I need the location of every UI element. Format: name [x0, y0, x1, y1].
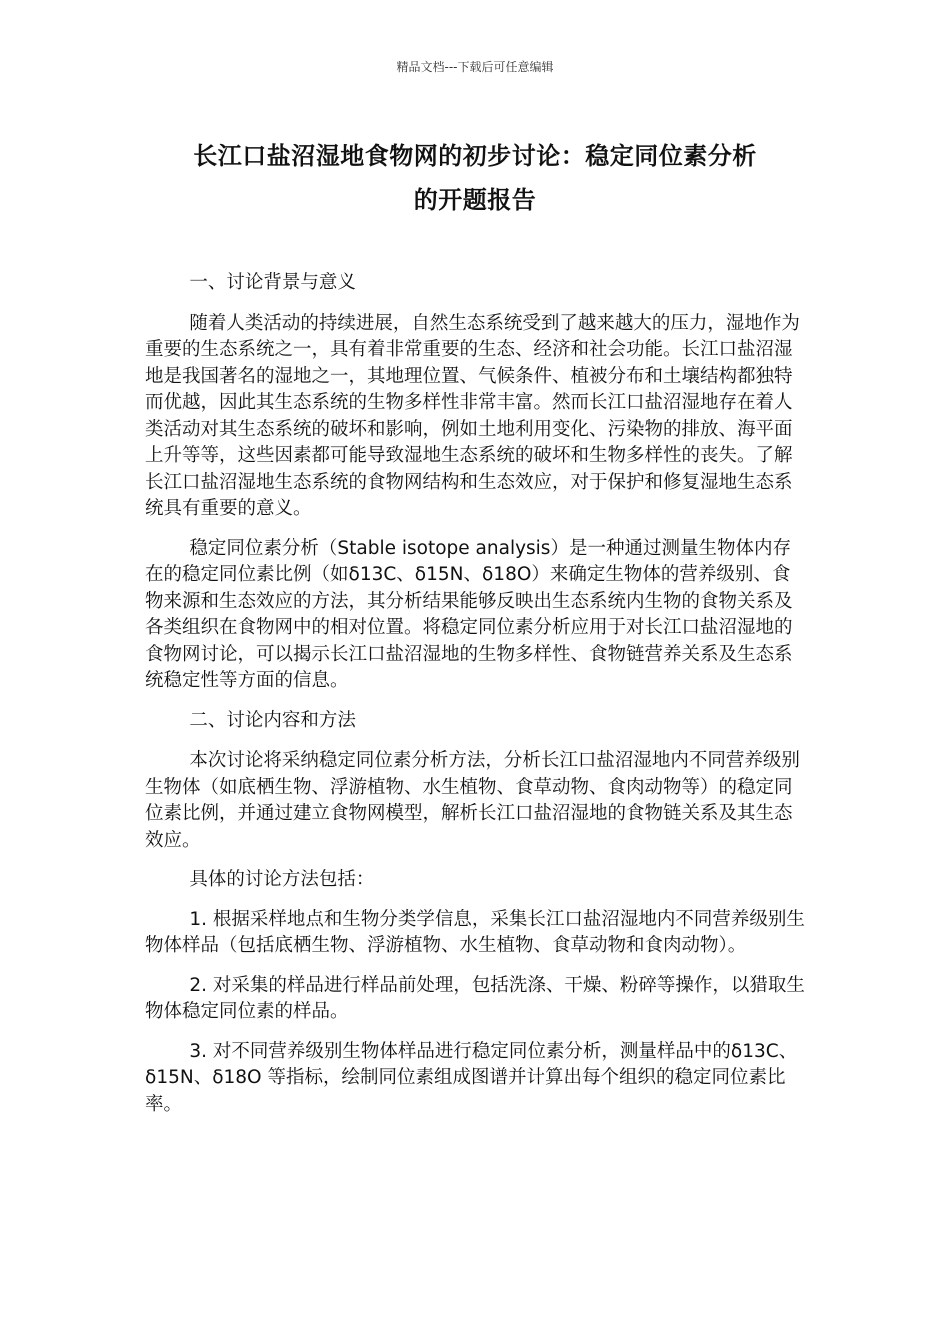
method-item-1: 1. 根据采样地点和生物分类学信息，采集长江口盐沼湿地内不同营养级别生物体样品（包括底栖生物、浮游植物、水生植物、食草动物和食肉动物）。 — [145, 908, 805, 956]
title-line-2: 的开题报告 — [413, 186, 537, 214]
section-2-heading: 二、讨论内容和方法 — [189, 709, 356, 731]
section-2-paragraph-1: 本次讨论将采纳稳定同位素分析方法，分析长江口盐沼湿地内不同营养级别生物体（如底栖生物、浮游植物、水生植物、食草动物、食肉动物等）的稳定同位素比例，并通过建立食物网模型，解析长江口盐沼湿地的食物链关系及其生态效应。 — [145, 750, 800, 851]
section-2-paragraph-2: 具体的讨论方法包括： — [189, 869, 375, 890]
section-1-paragraph-1: 随着人类活动的持续进展，自然生态系统受到了越来越大的压力，湿地作为重要的生态系统之一，具有着非常重要的生态、经济和社会功能。长江口盐沼湿地是我国著名的湿地之一，其地理位置、气候条件、植被分布和土壤结构都独特而优越，因此其生态系统的生物多样性非常丰富。然而长江口盐沼湿地存在着人类活动对其生态系统的破坏和影响，例如土地利用变化、污染物的排放、海平面上升等等，这些因素都可能导致湿地生态系统的破坏和生物多样性的丧失。了解长江口盐沼湿地生态系统的食物网结构和生态效应，对于保护和修复湿地生态系统具有重要的意义。 — [145, 312, 800, 519]
header-note: 精品文档---下载后可任意编辑 — [396, 60, 554, 74]
section-1-paragraph-2: 稳定同位素分析（Stable isotope analysis）是一种通过测量生物体内存在的稳定同位素比例（如δ13C、δ15N、δ18O）来确定生物体的营养级别、食物来源和生态效应的方法，其分析结果能够反映出生态系统内生物的食物关系及各类组织在食物网中的相对位置。将稳定同位素分析应用于对长江口盐沼湿地的食物网讨论，可以揭示长江口盐沼湿地的生物多样性、食物链营养关系及生态系统稳定性等方面的信息。 — [145, 537, 793, 691]
title-line-1: 长江口盐沼湿地食物网的初步讨论：稳定同位素分析 — [193, 142, 757, 170]
section-1-heading: 一、讨论背景与意义 — [189, 272, 356, 293]
method-item-3: 3. 对不同营养级别生物体样品进行稳定同位素分析，测量样品中的δ13C、δ15N、δ18O 等指标，绘制同位素组成图谱并计算出每个组织的稳定同位素比率。 — [145, 1040, 798, 1115]
method-item-2: 2. 对采集的样品进行样品前处理，包括洗涤、干燥、粉碎等操作，以猎取生物体稳定同位素的样品。 — [145, 974, 805, 1022]
document-body — [145, 270, 805, 1131]
document-title — [130, 134, 820, 222]
